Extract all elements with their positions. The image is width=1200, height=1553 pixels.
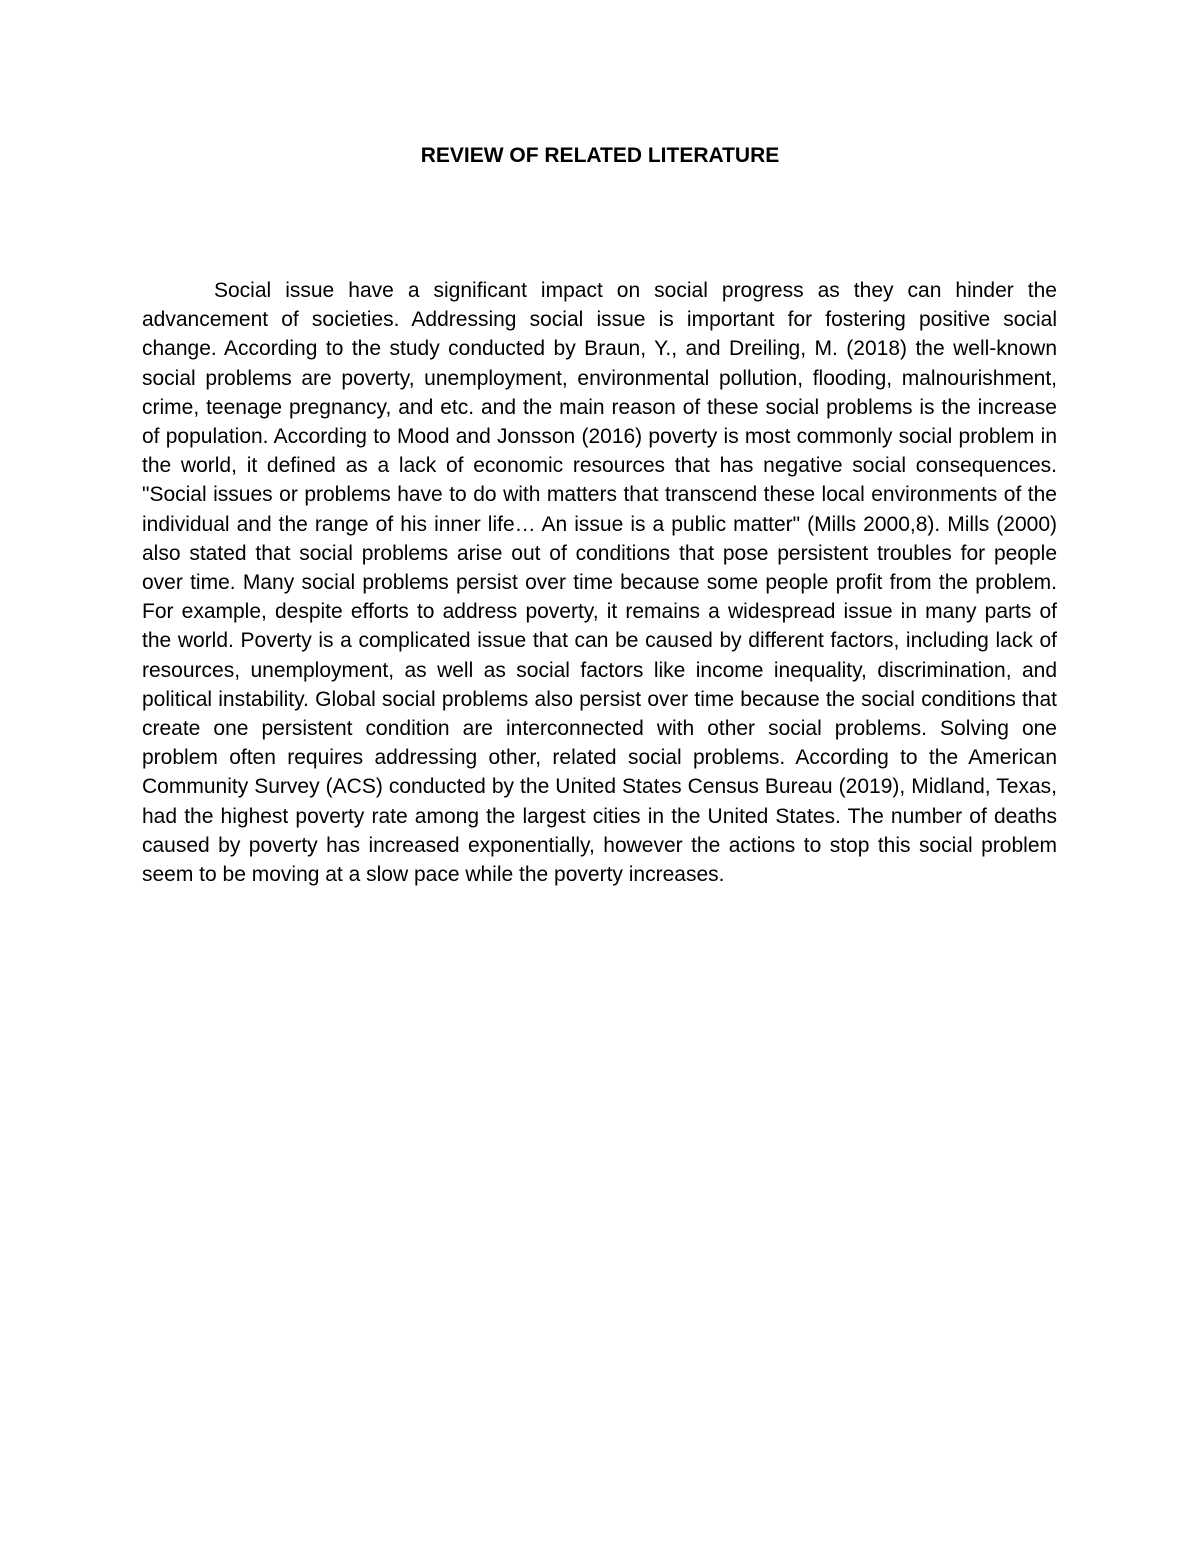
document-title: REVIEW OF RELATED LITERATURE [420, 144, 780, 167]
body-paragraph: Social issue have a significant impact on social progress as they can hinder the advancement of societies. Addressing social issue is important for fostering positive social change. According to the study conducted by Braun, Y., and Dreiling, M. (2018) the well-known social problems are poverty, unemployment, environmental pollution, flooding, malnourishment, crime, teenage pregnancy, and etc. and the main reason of these social problems is the increase of population. According to Mood and Jonsson (2016) poverty is most commonly social problem in the world, it defined as a lack of economic resources that has negative social consequences. "Social issues or problems have to do with matters that transcend these local environments of the individual and the range of his inner life… An issue is a public matter" (Mills 2000,8). Mills (2000) also stated that social problems arise out of conditions that pose persistent troubles for people over time. Many social problems persist over time because some people profit from the problem. For example, despite efforts to address poverty, it remains a widespread issue in many parts of the world. Poverty is a complicated issue that can be caused by different factors, including lack of resources, unemployment, as well as social factors like income inequality, discrimination, and political instability. Global social problems also persist over time because the social conditions that create one persistent condition are interconnected with other social problems. Solving one problem often requires addressing other, related social problems. According to the American Community Survey (ACS) conducted by the United States Census Bureau (2019), Midland, Texas, had the highest poverty rate among the largest cities in the United States. The number of deaths caused by poverty has increased exponentially, however the actions to stop this social problem seem to be moving at a slow pace while the poverty increases. [142, 279, 1057, 887]
